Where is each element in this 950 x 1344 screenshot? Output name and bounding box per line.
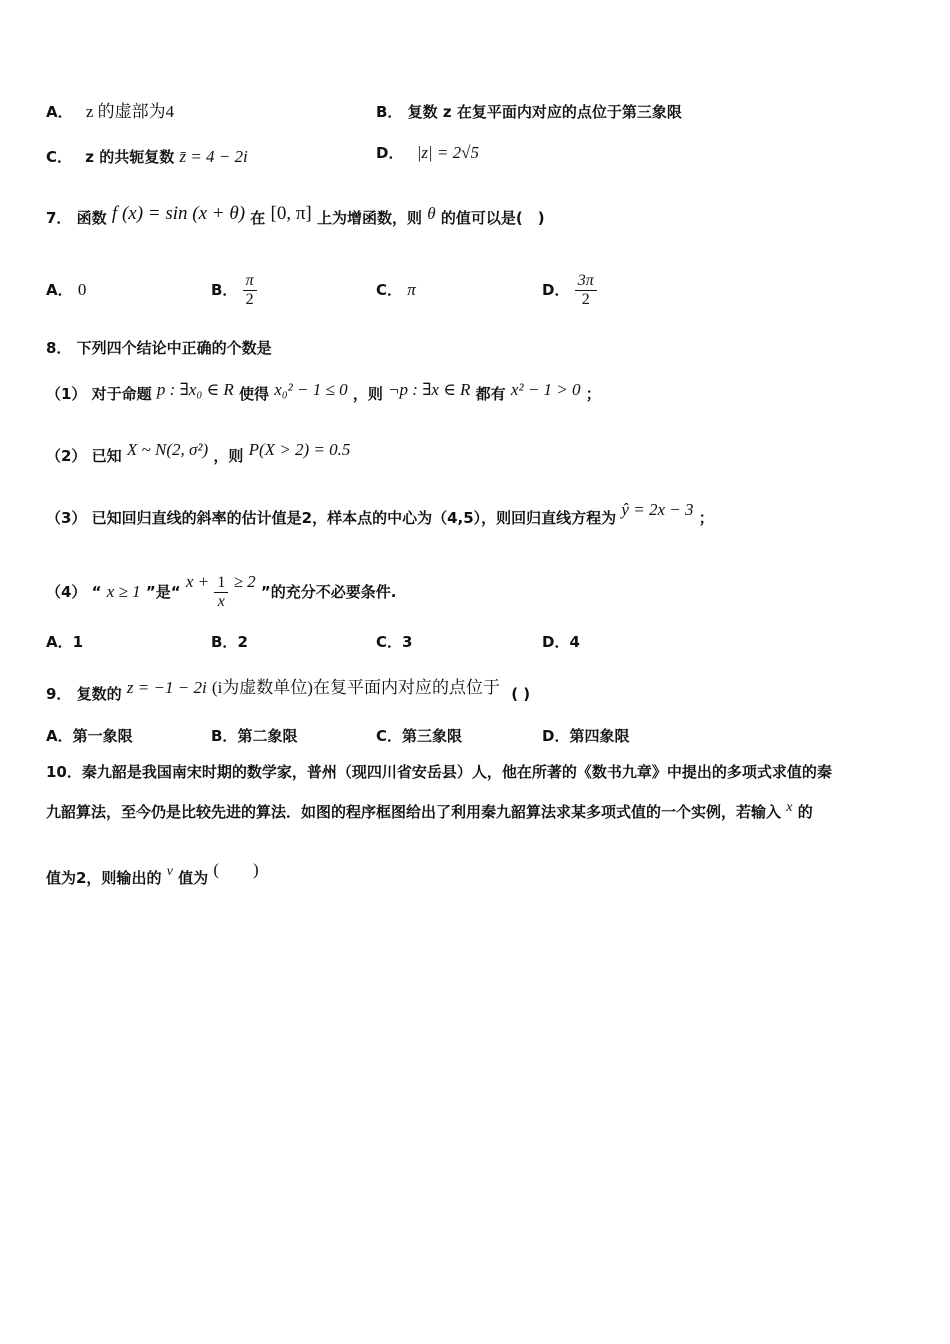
statement-math: P(X > 2) = 0.5 (248, 440, 351, 459)
q8-option-a (46, 632, 83, 652)
option-value: 2 (237, 633, 248, 651)
q6-option-c (46, 147, 248, 167)
stem-text: 复数的 (76, 685, 122, 703)
statement-tag: （2） (46, 447, 87, 465)
variable-x: x (786, 800, 793, 815)
statement-math: x₀² − 1 ≤ 0 (274, 380, 348, 399)
q8-option-c (376, 632, 412, 652)
theta-symbol: θ (427, 204, 436, 223)
q8-option-d (542, 632, 580, 652)
q6-option-b (376, 102, 682, 122)
q9-option-a (46, 726, 133, 746)
option-text: z 的虚部为4 (85, 102, 175, 121)
paragraph-text: 的 (797, 803, 813, 821)
fraction-denominator: 2 (245, 291, 254, 308)
q8-statement-2 (46, 440, 350, 466)
q8-statement-4 (46, 552, 396, 622)
paragraph-text: 秦九韶是我国南宋时期的数学家，普州（现四川省安岳县）人，他在所著的《数书九章》中提出的多项式求值的秦 (81, 763, 832, 781)
q6-option-a (46, 102, 174, 122)
answer-paren: ( ) (213, 860, 259, 879)
answer-paren: ( ) (511, 685, 531, 703)
option-label: D． (542, 281, 570, 299)
statement-math: ŷ = 2x − 3 (621, 500, 694, 519)
statement-text: 已知回归直线的斜率的估计值是2，样本点的中心为（4,5），则回归直线方程为 (91, 509, 617, 527)
statement-math: x ≥ 1 (106, 582, 141, 601)
question-number: 9． (46, 685, 72, 703)
q9-stem (46, 678, 530, 704)
fraction (243, 272, 257, 309)
statement-text: 使得 (238, 385, 269, 403)
option-math: z̄ = 4 − 2i (179, 147, 248, 166)
q9-option-c (376, 726, 462, 746)
fraction-denominator: 2 (581, 291, 590, 308)
statement-text: 已知 (91, 447, 122, 465)
q7-option-d (542, 262, 597, 318)
statement-text: ； (585, 385, 601, 403)
statement-tag: （3） (46, 509, 87, 527)
option-math: |z| = 2√5 (416, 143, 479, 162)
statement-text: 都有 (475, 385, 506, 403)
option-value: 第二象限 (237, 727, 298, 745)
option-label: A． (46, 103, 73, 121)
question-number: 10． (46, 763, 82, 781)
option-value: 3 (402, 633, 413, 651)
option-value: 第三象限 (402, 727, 463, 745)
q7-option-a (46, 280, 86, 300)
q10-line-1 (46, 762, 832, 782)
option-label: A． (46, 633, 73, 651)
option-label: C． (376, 727, 403, 745)
statement-math: ≥ 2 (233, 572, 256, 591)
option-value: 第一象限 (72, 727, 133, 745)
function-formula: f (x) = sin (x + θ) (111, 203, 246, 224)
option-value: π (407, 280, 416, 299)
option-label: B． (211, 281, 238, 299)
paragraph-text: 值为2，则输出的 (46, 869, 162, 887)
stem-text: 的值可以是( ) (440, 209, 545, 227)
q8-statement-3 (46, 500, 714, 528)
variable-v: v (166, 864, 173, 879)
option-value: 0 (77, 280, 87, 299)
option-value: 1 (72, 633, 84, 651)
complex-number: z = −1 − 2i (126, 678, 207, 697)
statement-text: “ (91, 583, 102, 601)
stem-text: 上为增函数，则 (317, 209, 423, 227)
question-number: 8． (46, 339, 72, 357)
stem-math-text: (i为虚数单位)在复平面内对应的点位于 (211, 678, 500, 697)
statement-math: p : ∃x₀ ∈ R (156, 380, 234, 399)
stem-text: 在 (250, 209, 266, 227)
statement-text: ，则 (352, 385, 383, 403)
q8-option-b (211, 632, 248, 652)
fraction-numerator: π (243, 272, 257, 291)
q7-stem (46, 204, 545, 228)
stem-text: 函数 (76, 209, 107, 227)
q7-option-c (376, 280, 416, 300)
interval: [0, π] (270, 203, 312, 224)
statement-text: ； (698, 509, 714, 527)
q10-line-2 (46, 798, 813, 822)
q9-option-b (211, 726, 297, 746)
option-label: A． (46, 281, 73, 299)
statement-text: ”是“ (145, 583, 181, 601)
option-value: 第四象限 (569, 727, 630, 745)
statement-math: x + (185, 572, 210, 591)
fraction-numerator: 1 (214, 574, 228, 593)
option-text: z 的共轭复数 (85, 148, 175, 166)
statement-text: ，则 (213, 447, 244, 465)
option-text: 复数 z 在复平面内对应的点位于第三象限 (407, 103, 682, 121)
statement-tag: （4） (46, 583, 87, 601)
statement-math: ¬p : ∃x ∈ R (388, 380, 471, 399)
q7-option-b (211, 262, 257, 318)
option-value: 4 (569, 633, 580, 651)
option-label: D． (542, 633, 570, 651)
q10-line-3 (46, 860, 259, 888)
statement-math: x² − 1 > 0 (510, 380, 581, 399)
option-label: A． (46, 727, 73, 745)
option-label: D． (376, 144, 404, 162)
statement-math: X ~ N(2, σ²) (126, 440, 209, 459)
q9-option-d (542, 726, 629, 746)
statement-text: 对于命题 (91, 385, 152, 403)
option-label: C． (376, 281, 403, 299)
fraction-denominator: x (217, 593, 225, 610)
fraction (575, 272, 597, 309)
stem-text: 下列四个结论中正确的个数是 (76, 339, 272, 357)
fraction-numerator: 3π (575, 272, 597, 291)
q8-statement-1 (46, 380, 601, 404)
option-label: B． (211, 727, 238, 745)
option-label: B． (211, 633, 238, 651)
statement-text: ”的充分不必要条件. (260, 583, 397, 601)
option-label: C． (376, 633, 403, 651)
statement-tag: （1） (46, 385, 87, 403)
q8-stem (46, 338, 272, 358)
fraction (214, 574, 228, 611)
paragraph-text: 值为 (178, 869, 209, 887)
option-label: C． (46, 148, 73, 166)
option-label: D． (542, 727, 570, 745)
option-label: B． (376, 103, 403, 121)
q6-option-d (376, 143, 479, 163)
question-number: 7． (46, 209, 72, 227)
paragraph-text: 九韶算法，至今仍是比较先进的算法．如图的程序框图给出了利用秦九韶算法求某多项式值的一个实例，若输入 (46, 803, 782, 821)
